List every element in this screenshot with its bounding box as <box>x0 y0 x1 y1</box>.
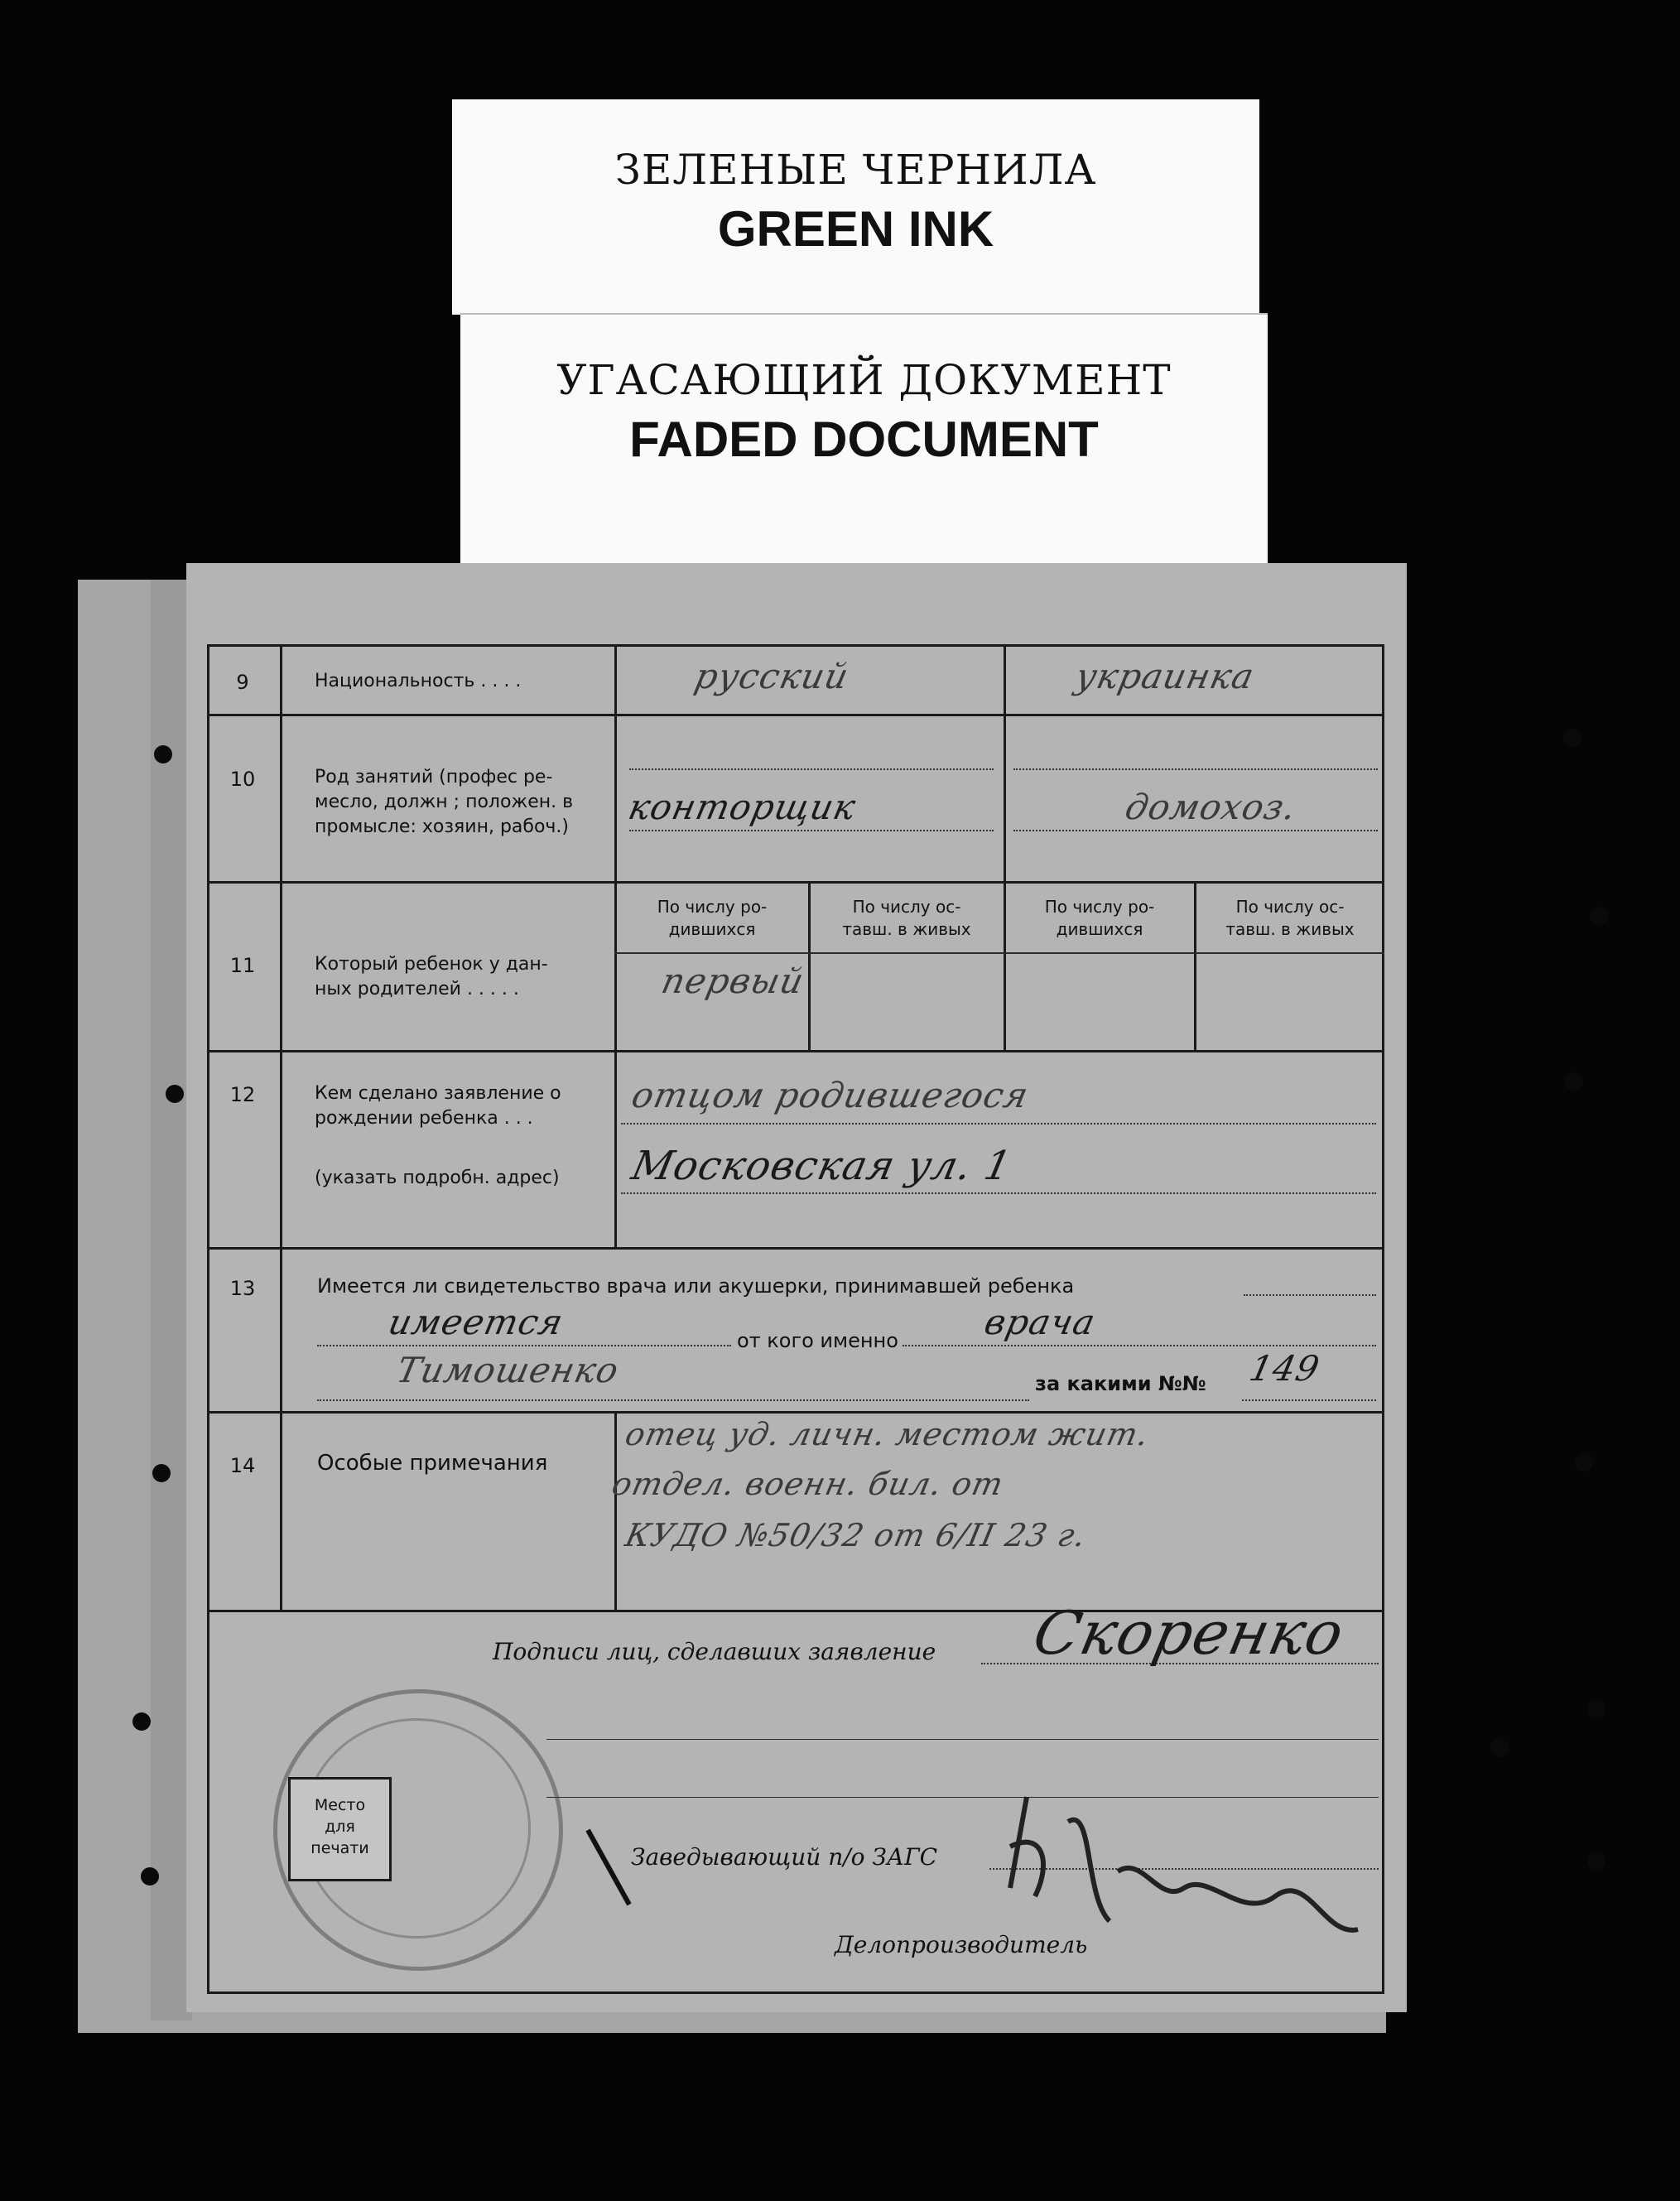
col-head-text: дившихся <box>1056 919 1143 939</box>
note-line-2: отдел. военн. бил. от <box>609 1466 1008 1502</box>
col-head-text: дившихся <box>668 919 756 939</box>
dotted-line <box>621 1123 1376 1125</box>
col-head-living-father <box>811 896 1003 941</box>
zags-head-label: Заведывающий п/о ЗАГС <box>631 1843 938 1871</box>
rule-line <box>546 1739 1379 1740</box>
special-notes-label: Особые примечания <box>317 1451 548 1476</box>
col-head-text: тавш. в живых <box>842 919 971 939</box>
dotted-line <box>629 768 994 770</box>
green-ink-label-en: GREEN INK <box>717 201 994 257</box>
row-divider <box>207 1247 1384 1250</box>
binder-hole <box>141 1867 159 1886</box>
binder-hole <box>132 1712 151 1731</box>
faded-document-label-en: FADED DOCUMENT <box>629 412 1099 467</box>
binder-hole <box>166 1085 184 1103</box>
dotted-line <box>903 1345 1376 1346</box>
col-head-text: По числу ос- <box>1235 897 1345 917</box>
subheader-divider <box>614 952 1384 954</box>
binder-hole <box>1590 907 1608 925</box>
occupation-label-3: промысле: хозяин, рабоч.) <box>315 816 570 837</box>
pen-mark <box>580 1822 646 1913</box>
applicant-label-1: Кем сделано заявление о <box>315 1083 561 1104</box>
applicant-signature: Скоренко <box>1028 1598 1350 1668</box>
father-nationality: русский <box>691 656 853 696</box>
doctor-name: Тимошенко <box>392 1350 623 1390</box>
from-whom-value: врача <box>980 1302 1100 1342</box>
stamp-box-text: Место <box>314 1796 366 1814</box>
applicant-name: отцом родившегося <box>628 1075 1033 1115</box>
dotted-line <box>1242 1399 1376 1401</box>
dotted-line <box>629 830 994 831</box>
row-number-13: 13 <box>229 1277 256 1300</box>
col-head-born-mother <box>1006 896 1193 941</box>
certificate-question: Имеется ли свидетельство врача или акушерки, принимавшей ребенка <box>317 1274 1075 1298</box>
clerk-label: Делопроизводитель <box>835 1931 1088 1958</box>
note-line-1: отец уд. личн. местом жит. <box>622 1416 1153 1452</box>
binder-hole <box>1563 729 1581 747</box>
stamp-box-text: для <box>325 1818 355 1836</box>
mother-occupation: домохоз. <box>1121 787 1301 827</box>
stamp-place-box <box>288 1777 392 1881</box>
certificate-number: 149 <box>1245 1348 1324 1389</box>
column-divider <box>280 644 282 1610</box>
binder-hole <box>1565 1072 1583 1091</box>
green-ink-label-card <box>452 99 1259 315</box>
binder-hole <box>1575 1453 1593 1471</box>
dotted-line <box>1244 1294 1376 1296</box>
col-head-text: По числу ро- <box>1044 897 1155 917</box>
stamp-box-text: печати <box>310 1839 369 1857</box>
dotted-line <box>1013 768 1378 770</box>
row-number-12: 12 <box>229 1083 256 1106</box>
binder-hole <box>1587 1700 1605 1718</box>
child-order-value: первый <box>657 961 808 1001</box>
col-head-living-mother <box>1196 896 1384 941</box>
binder-hole <box>1490 1739 1509 1757</box>
col-head-text: По числу ро- <box>657 897 768 917</box>
row-number-11: 11 <box>229 954 256 977</box>
column-divider <box>1004 714 1006 1050</box>
binder-hole <box>1587 1852 1605 1870</box>
binder-hole <box>152 1464 171 1482</box>
col-head-text: По числу ос- <box>852 897 961 917</box>
note-line-3: КУДО №50/32 от 6/II 23 г. <box>622 1517 1090 1553</box>
row-divider <box>207 881 1384 884</box>
nationality-label: Национальность . . . . <box>315 671 522 691</box>
column-divider <box>1004 644 1006 714</box>
head-signature <box>994 1772 1374 1963</box>
dotted-line <box>317 1345 731 1346</box>
binder-hole <box>154 745 172 763</box>
occupation-label-2: месло, должн ; положен. в <box>315 792 574 812</box>
dotted-line <box>317 1399 1029 1401</box>
faded-document-label-ru: УГАСАЮЩИЙ ДОКУМЕНТ <box>556 356 1172 404</box>
col-head-born-father <box>617 896 807 941</box>
col-head-text: тавш. в живых <box>1225 919 1355 939</box>
column-divider <box>614 1411 617 1610</box>
row-number-14: 14 <box>229 1454 256 1477</box>
dotted-line <box>1013 830 1378 831</box>
row-number-10: 10 <box>229 768 256 791</box>
certificate-answer: имеется <box>384 1302 567 1342</box>
applicant-address: Московская ул. 1 <box>628 1143 1017 1189</box>
child-order-label-2: ных родителей . . . . . <box>315 979 519 999</box>
row-divider <box>207 1411 1384 1414</box>
green-ink-label-ru: ЗЕЛЕНЫЕ ЧЕРНИЛА <box>614 146 1097 194</box>
child-order-label-1: Который ребенок у дан- <box>315 954 548 975</box>
dotted-line <box>621 1192 1376 1194</box>
number-label: за какими №№ <box>1035 1372 1206 1395</box>
applicants-signature-label: Подписи лиц, сделавших заявление <box>493 1638 936 1665</box>
occupation-label-1: Род занятий (профес ре- <box>315 767 553 787</box>
faded-document-label-card <box>460 313 1268 567</box>
applicant-label-2: рождении ребенка . . . <box>315 1108 533 1129</box>
row-divider <box>207 1050 1384 1052</box>
row-number-9: 9 <box>236 671 249 694</box>
from-whom-label: от кого именно <box>737 1329 898 1352</box>
mother-nationality: украинка <box>1071 656 1259 696</box>
applicant-address-label: (указать подробн. адрес) <box>315 1168 560 1188</box>
row-divider <box>207 714 1384 716</box>
column-divider <box>614 644 617 1247</box>
father-occupation: конторщик <box>624 787 860 827</box>
